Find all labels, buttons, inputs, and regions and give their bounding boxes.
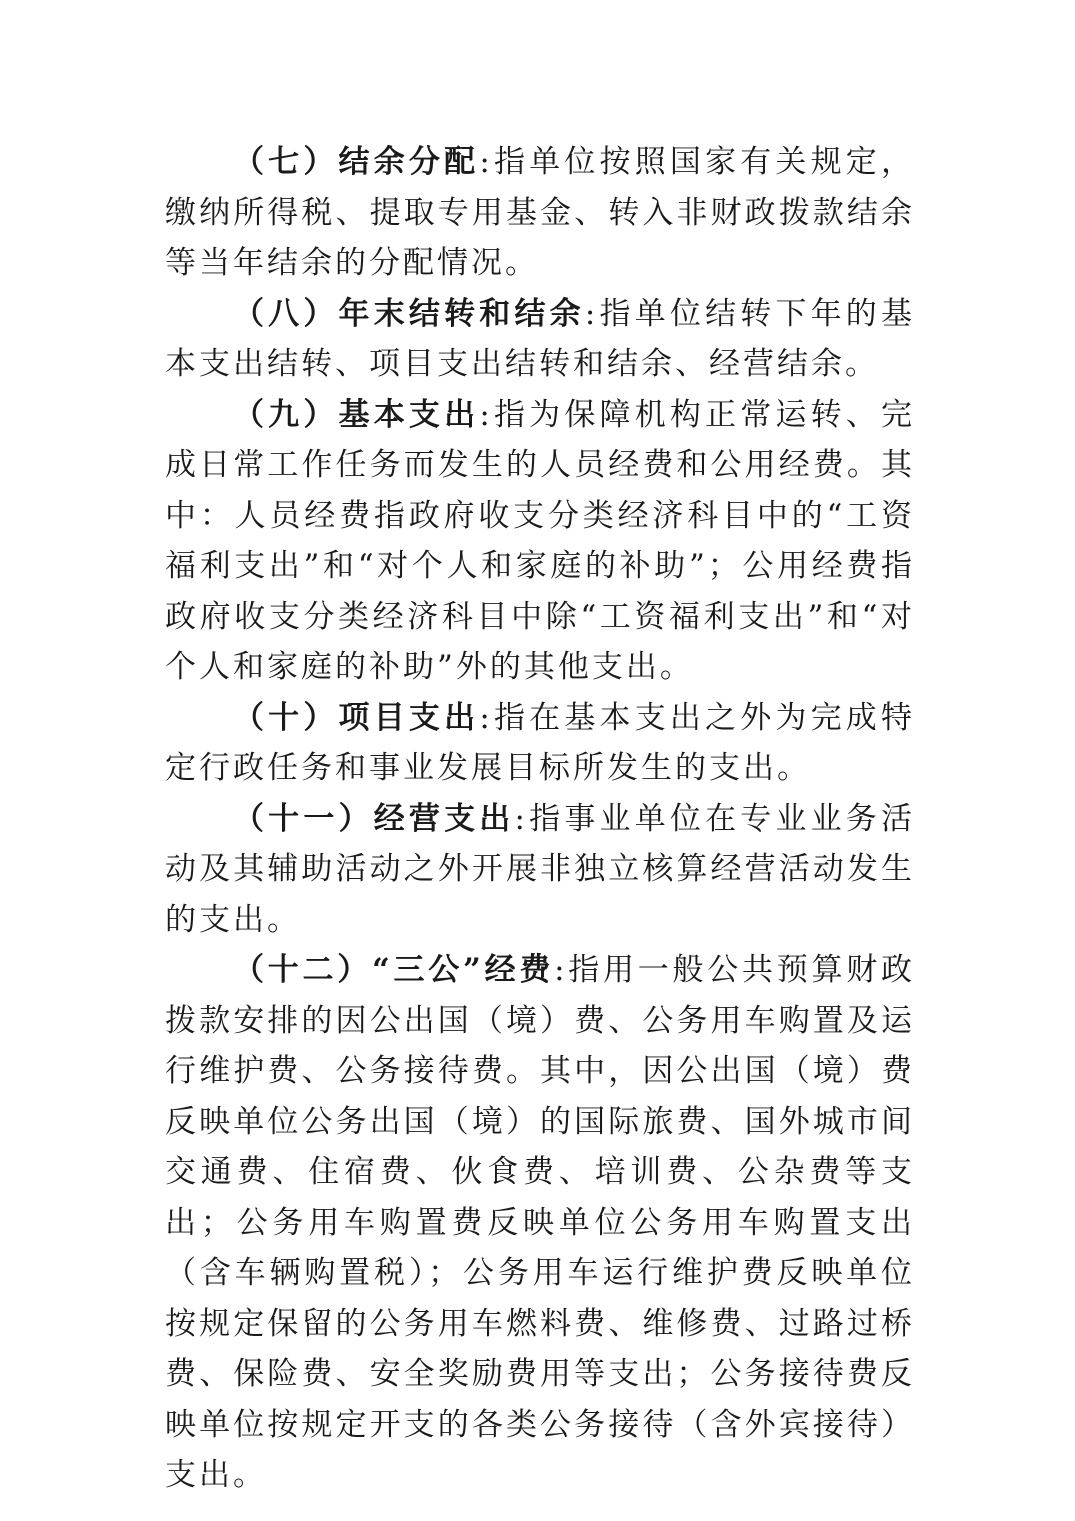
document-body [165, 137, 915, 1501]
paragraph-surplus-distribution [165, 137, 915, 289]
paragraph-three-public-expenses [165, 945, 915, 1501]
term-definition: :指单位结转下年的基本支出结转、项目支出结转和结余、经营结余。 [165, 295, 915, 382]
term-heading: （七）结余分配 [233, 144, 480, 180]
term-heading: （十一）经营支出 [233, 800, 515, 837]
term-definition: :指在基本支出之外为完成特定行政任务和事业发展目标所发生的支出。 [165, 699, 915, 786]
term-heading: （十二）“三公”经费 [233, 952, 555, 988]
term-definition: :指单位按照国家有关规定，缴纳所得税、提取专用基金、转入非财政拨款结余等当年结余的分配情况。 [165, 144, 915, 281]
term-definition: :指事业单位在专业业务活动及其辅助活动之外开展非独立核算经营活动发生的支出。 [165, 800, 915, 938]
term-heading: （九）基本支出 [233, 396, 480, 433]
term-heading: （十）项目支出 [233, 699, 480, 736]
paragraph-operating-expenditure [165, 794, 915, 946]
term-heading: （八）年末结转和结余 [233, 295, 585, 332]
paragraph-year-end-balance [165, 289, 915, 390]
paragraph-basic-expenditure [165, 390, 915, 693]
paragraph-project-expenditure [165, 693, 915, 794]
term-definition: :指为保障机构正常运转、完成日常工作任务而发生的人员经费和公用经费。其中：人员经费指政府收支分类经济科目中的“工资福利支出”和“对个人和家庭的补助”；公用经费指政府收支分类经济科目中除“工资福利支出”和“对个人和家庭的补助”外的其他支出。 [165, 396, 915, 685]
term-definition: :指用一般公共预算财政拨款安排的因公出国（境）费、公务用车购置及运行维护费、公务接待费。其中，因公出国（境）费反映单位公务出国（境）的国际旅费、国外城市间交通费、住宿费、伙食费、培训费、公杂费等支出；公务用车购置费反映单位公务用车购置支出（含车辆购置税）；公务用车运行维护费反映单位按规定保留的公务用车燃料费、维修费、过路过桥费、保险费、安全奖励费用等支出；公务接待费反映单位按规定开支的各类公务接待（含外宾接待）支出。 [165, 952, 915, 1493]
